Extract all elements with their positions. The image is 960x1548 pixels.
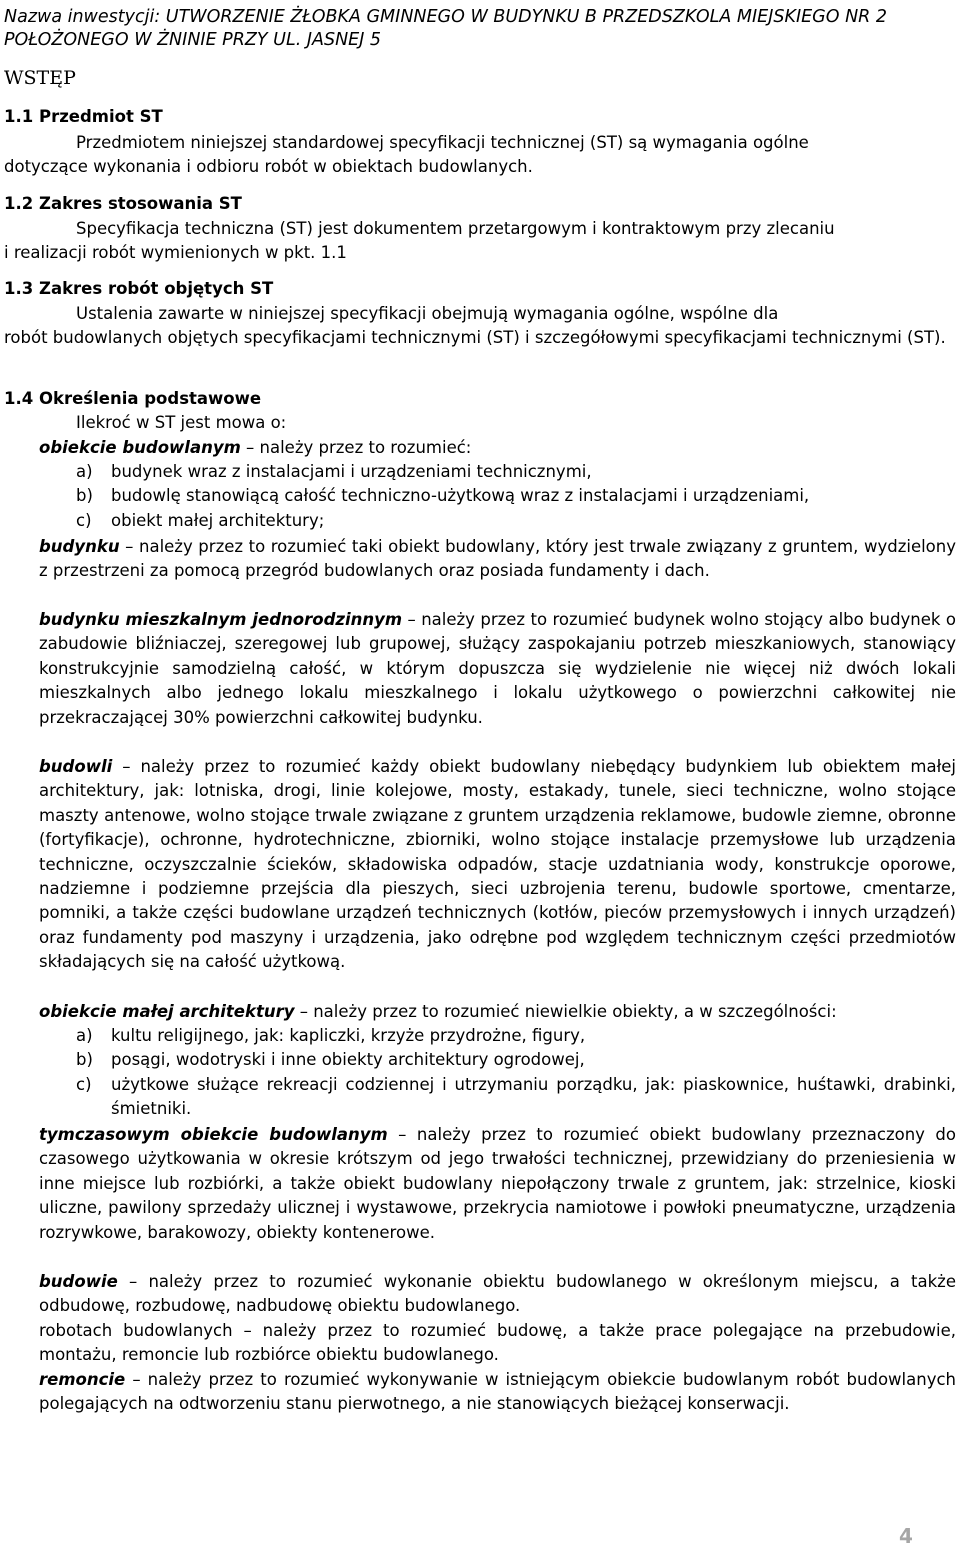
definition-term: obiekcie małej architektury: [39, 1002, 295, 1021]
section-1-4-heading: 1.4 Określenia podstawowe: [4, 389, 262, 408]
definition-text: – należy przez to rozumieć wykonywanie w istniejącym obiekcie budowlanym robót budowlanych polegających na odtworzeniu stanu pierwotnego, a nie stanowiących bieżącej konserwacji.: [39, 1370, 956, 1414]
definition-budowa: [39, 1270, 956, 1319]
intro-title: WSTĘP: [4, 67, 76, 89]
definition-term: budynku mieszkalnym jednorodzinnym: [39, 610, 403, 629]
definition-text: – należy przez to rozumieć budynek wolno stojący albo budynek o zabudowie bliźniaczej, szeregowej lub grupowej, służący zaspokajaniu potrzeb mieszkaniowych, stanowiący konstrukcyjnie samodzielną całość, w którym dopuszcza się wydzielenie nie więcej niż dwóch lokali mieszkalnych albo jednego lokalu mieszkalnego i lokalu użytkowego o powierzchni całkowitej nie przekraczającej 30% powierzchni całkowitej budynku.: [39, 610, 956, 727]
list-text: obiekt małej architektury;: [111, 510, 325, 530]
list-item: [76, 484, 956, 508]
definition-mala-architektura: [39, 1000, 956, 1024]
list-text: użytkowe służące rekreacji codziennej i utrzymaniu porządku, jak: piaskownice, huśtawki, drabinki, śmietniki.: [111, 1074, 956, 1119]
list-text: budynek wraz z instalacjami i urządzeniami technicznymi,: [111, 462, 592, 481]
definition-term: remoncie: [39, 1370, 126, 1389]
obiekt-budowlany-list: [76, 460, 956, 533]
definition-term: budynku: [39, 537, 120, 556]
section-1-1-rest: dotyczące wykonania i odbioru robót w obiektach budowlanych.: [4, 157, 533, 177]
definition-term: tymczasowym obiekcie budowlanym: [39, 1125, 388, 1144]
list-label: a): [76, 1026, 93, 1045]
section-1-3-heading: 1.3 Zakres robót objętych ST: [4, 279, 274, 298]
definition-roboty-budowlane: robotach budowlanych – należy przez to rozumieć budowę, a także prace polegające na przebudowie, montażu, remoncie lub rozbiórce obiektu budowlanego.: [39, 1321, 956, 1365]
list-item: [76, 460, 956, 484]
list-text: kultu religijnego, jak: kapliczki, krzyże przydrożne, figury,: [111, 1026, 586, 1045]
section-1-1-heading: 1.1 Przedmiot ST: [4, 107, 163, 126]
section-1-1-first-line: Przedmiotem niniejszej standardowej specyfikacji technicznej (ST) są wymagania ogólne: [76, 133, 809, 152]
section-1-2-rest: i realizacji robót wymienionych w pkt. 1.1: [4, 243, 347, 263]
definition-text: – należy przez to rozumieć każdy obiekt budowlany niebędący budynkiem lub obiektem małej architektury, jak: lotniska, drogi, linie kolejowe, mosty, estakady, tunele, sieci techniczne, wolno stojące maszty antenowe, wolno stojące trwale związane z gruntem urządzenia reklamowe, budowle ziemne, obronne (fortyfikacje), ochronne, hydrotechniczne, zbiorniki, wolno stojące instalacje przemysłowe lub urządzenia techniczne, oczyszczalnie ścieków, składowiska odpadów, stacje uzdatniania wody, konstrukcje oporowe, nadziemne i podziemne przejścia dla pieszych, sieci uzbrojenia terenu, budowle sportowe, cmentarze, pomniki, a także części budowlane urządzeń technicznych (kotłów, pieców przemysłowych i innych urządzeń) oraz fundamenty pod maszyny i urządzenia, jako odrębne pod względem technicznym części przedmiotów składających się na całość użytkową.: [39, 757, 956, 972]
definition-text: – należy przez to rozumieć niewielkie obiekty, a w szczególności:: [294, 1002, 837, 1021]
list-text: posągi, wodotryski i inne obiekty architektury ogrodowej,: [111, 1050, 585, 1070]
definition-text: – należy przez to rozumieć taki obiekt budowlany, który jest trwale związany z gruntem, wydzielony z przestrzeni za pomocą przegród budowlanych oraz posiada fundamenty i dach.: [39, 537, 956, 581]
list-item: [76, 1073, 956, 1122]
section-1-3-body: [4, 302, 956, 351]
section-1-2-body: [4, 217, 956, 266]
list-item: [76, 509, 956, 533]
definition-text: – należy przez to rozumieć:: [240, 438, 472, 457]
section-1-3-first-line: Ustalenia zawarte w niniejszej specyfikacji obejmują wymagania ogólne, wspólne dla: [76, 304, 779, 323]
definition-budynek: [39, 535, 956, 584]
definition-obiekt-budowlany: [39, 436, 956, 460]
mala-architektura-list: [76, 1024, 956, 1122]
list-text: budowlę stanowiącą całość techniczno-użytkową wraz z instalacjami i urządzeniami,: [111, 486, 810, 506]
section-1-4-lead: Ilekroć w ST jest mowa o:: [76, 413, 287, 432]
section-1-2-first-line: Specyfikacja techniczna (ST) jest dokumentem przetargowym i kontraktowym przy zlecaniu: [76, 219, 835, 238]
definition-term: budowie: [39, 1272, 118, 1291]
page-number: 4: [899, 1524, 913, 1548]
section-1-2-heading: 1.2 Zakres stosowania ST: [4, 194, 242, 213]
definition-term: budowli: [39, 757, 113, 776]
list-label: a): [76, 462, 93, 481]
definition-budowla: [39, 755, 956, 975]
list-label: c): [76, 510, 92, 530]
definition-text: – należy przez to rozumieć obiekt budowlany przeznaczony do czasowego użytkowania w okresie krótszym od jego trwałości technicznej, przewidziany do przeniesienia w inne miejsce lub rozbiórki, a także obiekt budowlany niepołączony trwale z gruntem, jak: strzelnice, kioski uliczne, pawilony sprzedaży ulicznej i wystawowe, przekrycia namiotowe i powłoki pneumatyczne, urządzenia rozrywkowe, barakowozy, obiekty kontenerowe.: [39, 1125, 957, 1242]
list-label: b): [76, 1050, 93, 1070]
definition-term: obiekcie budowlanym: [39, 438, 241, 457]
list-item: [76, 1024, 956, 1048]
investment-header: Nazwa inwestycji: UTWORZENIE ŻŁOBKA GMINNEGO W BUDYNKU B PRZEDSZKOLA MIEJSKIEGO NR 2 POŁOŻONEGO W ŻNINIE PRZY UL. JASNEJ 5: [4, 7, 888, 50]
section-1-1-body: [4, 131, 956, 180]
definition-text: – należy przez to rozumieć wykonanie obiektu budowlanego w określonym miejscu, a także odbudowę, rozbudowę, nadbudowę obiektu budowlanego.: [39, 1272, 956, 1316]
definition-tymczasowy-obiekt: [39, 1123, 956, 1245]
definition-remont: [39, 1368, 956, 1417]
list-label: b): [76, 486, 93, 506]
list-label: c): [76, 1074, 92, 1094]
section-1-3-rest: robót budowlanych objętych specyfikacjami technicznymi (ST) i szczegółowymi specyfikacjami technicznymi (ST).: [4, 328, 946, 348]
list-item: [76, 1048, 956, 1072]
definition-budynek-jednorodzinny: [39, 608, 956, 730]
